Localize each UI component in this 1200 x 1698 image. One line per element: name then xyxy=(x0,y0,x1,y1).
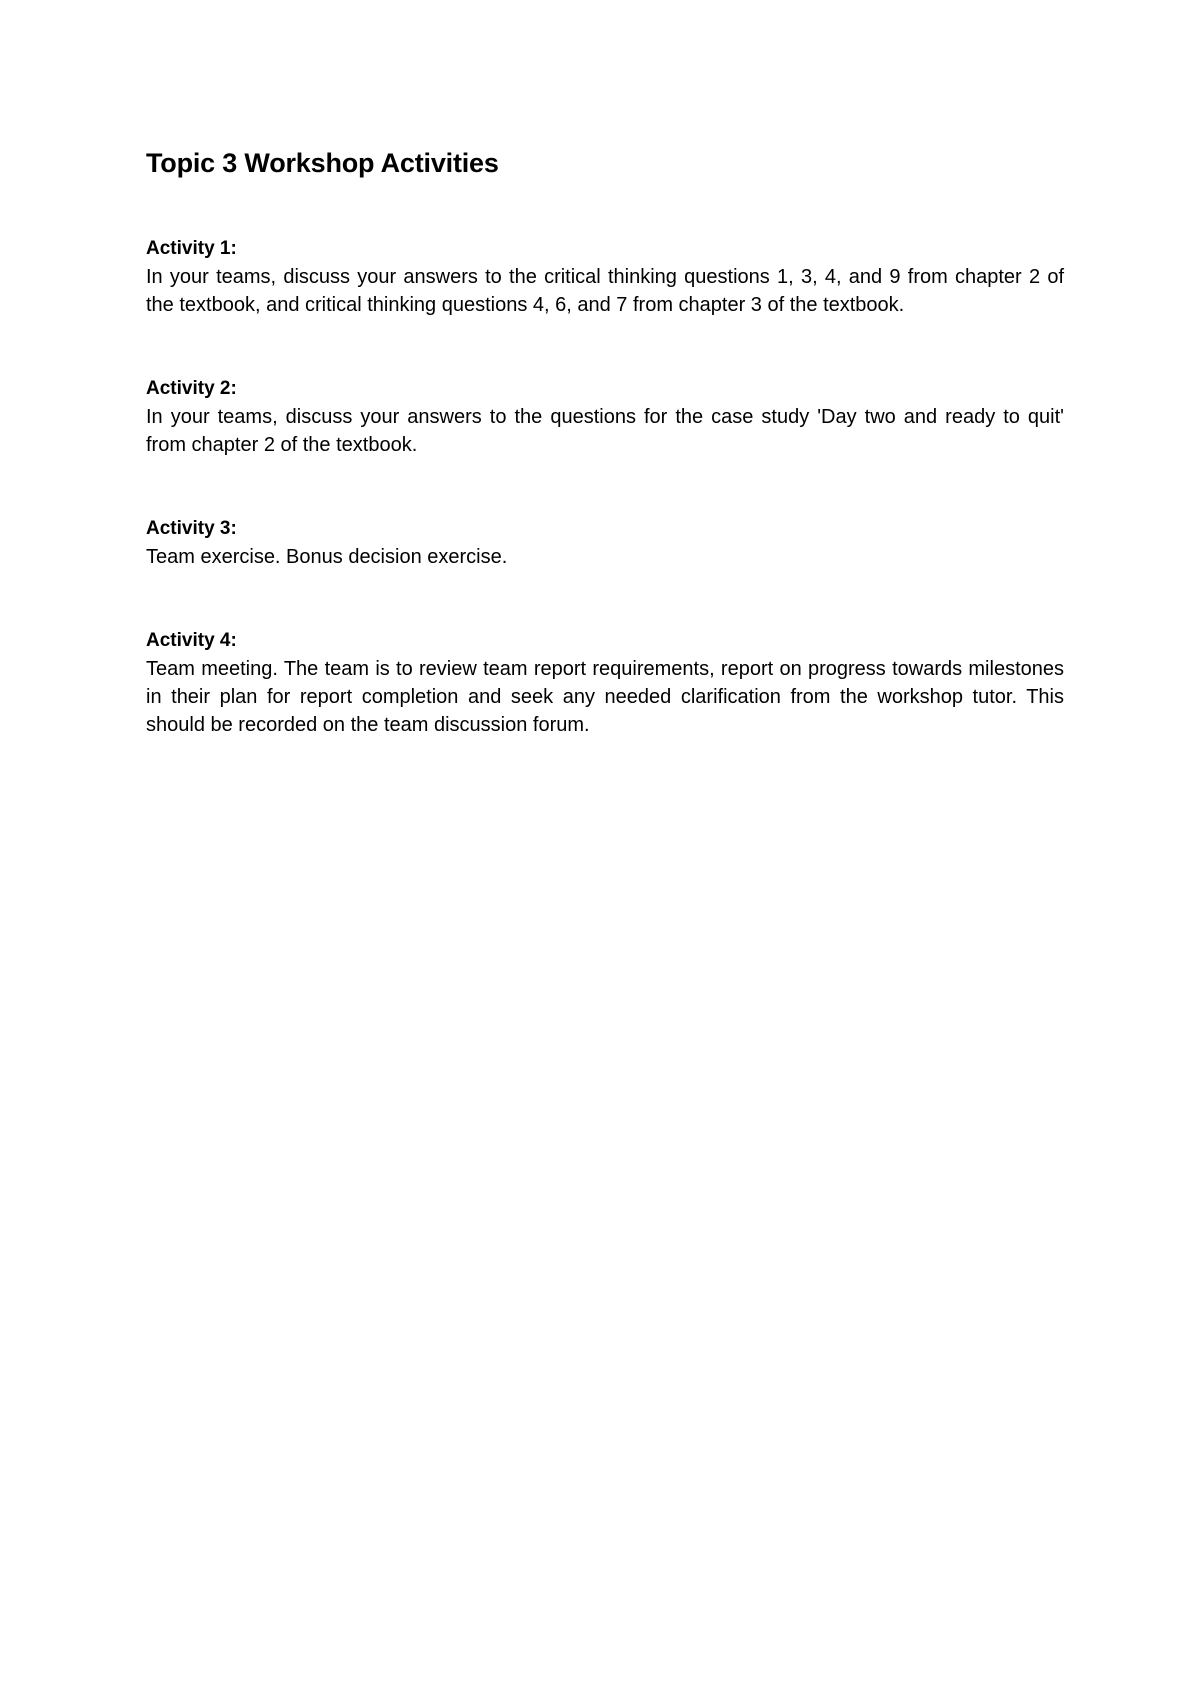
activity-3-heading: Activity 3: xyxy=(146,518,237,539)
activity-list xyxy=(146,235,1064,739)
activity-1-heading: Activity 1: xyxy=(146,238,237,259)
activity-1 xyxy=(146,235,1064,319)
document-content xyxy=(146,142,1064,795)
activity-2-heading: Activity 2: xyxy=(146,378,237,399)
activity-4-body: Team meeting. The team is to review team report requirements, report on progress towards milestones in their plan for report completion and seek any needed clarification from the workshop tutor. This should be recorded on the team discussion forum. xyxy=(146,658,1064,736)
activity-2-body: In your teams, discuss your answers to the questions for the case study 'Day two and ready to quit' from chapter 2 of the textbook. xyxy=(146,406,1064,456)
activity-3 xyxy=(146,515,1064,571)
activity-4 xyxy=(146,627,1064,739)
activity-2 xyxy=(146,375,1064,459)
activity-3-body: Team exercise. Bonus decision exercise. xyxy=(146,546,508,568)
activity-1-body: In your teams, discuss your answers to the critical thinking questions 1, 3, 4, and 9 from chapter 2 of the textbook, and critical thinking questions 4, 6, and 7 from chapter 3 of the textbook. xyxy=(146,266,1064,316)
document-title: Topic 3 Workshop Activities xyxy=(146,148,499,178)
activity-4-heading: Activity 4: xyxy=(146,630,237,651)
